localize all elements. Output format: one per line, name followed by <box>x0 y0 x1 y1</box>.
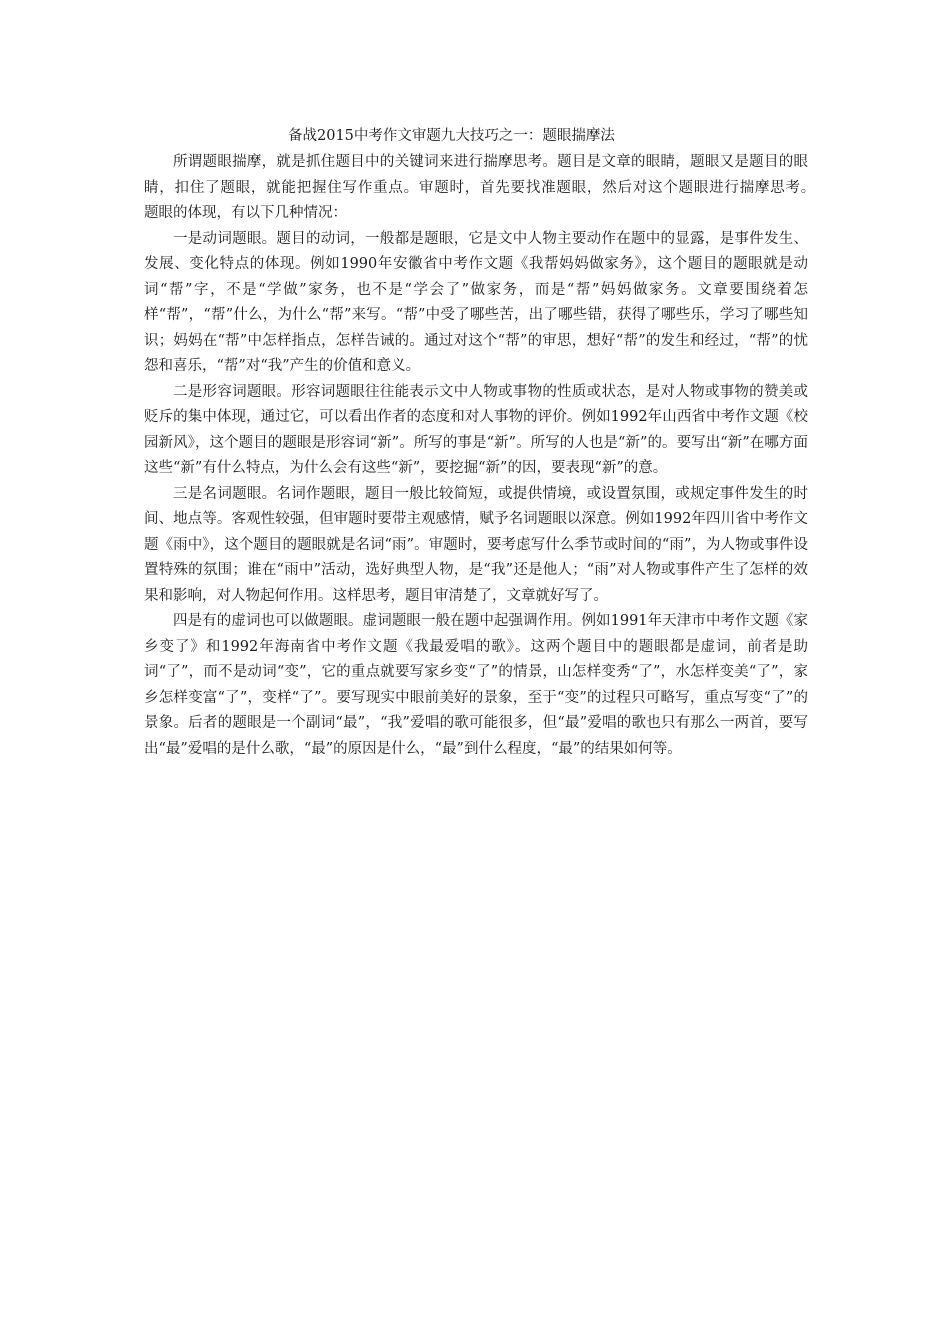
paragraph-adjective-keyword: 二是形容词题眼。形容词题眼往往能表示文中人物或事物的性质或状态，是对人物或事物的赞美或贬斥的集中体现，通过它，可以看出作者的态度和对人事物的评价。例如1992年山西省中考作文题《校园新风》，这个题目的题眼是形容词“新”。所写的事是“新”。所写的人也是“新”的。要写出“新”在哪方面这些“新”有什么特点，为什么会有这些“新”，要挖掘“新”的因，要表现“新”的意。 <box>144 383 808 476</box>
document-body <box>144 124 837 762</box>
paragraph-function-word-keyword: 四是有的虚词也可以做题眼。虚词题眼一般在题中起强调作用。例如1991年天津市中考作文题《家乡变了》和1992年海南省中考作文题《我最爱唱的歌》。这两个题目中的题眼都是虚词，前者是助词“了”，而不是动词“变”，它的重点就要写家乡变“了”的情景，山怎样变秀“了”，水怎样变美“了”，家乡怎样变富“了”，变样“了”。要写现实中眼前美好的景象，至于“变”的过程只可略写，重点写变“了”的景象。后者的题眼是一个副词“最”，“我”爱唱的歌可能很多，但“最”爱唱的歌也只有那么一两首，要写出“最”爱唱的是什么歌，“最”的原因是什么，“最”到什么程度，“最”的结果如何等。 <box>144 613 808 757</box>
paragraph-intro: 所谓题眼揣摩，就是抓住题目中的关键词来进行揣摩思考。题目是文章的眼睛，题眼又是题目的眼睛，扣住了题眼，就能把握住写作重点。审题时，首先要找准题眼，然后对这个题眼进行揣摩思考。 题眼的体现，有以下几种情况： <box>144 154 837 221</box>
paragraph-verb-keyword: 一是动词题眼。题目的动词，一般都是题眼，它是文中人物主要动作在题中的显露，是事件发生、发展、变化特点的体现。例如1990年安徽省中考作文题《我帮妈妈做家务》，这个题目的题眼就是动词“帮”字，不是“学做”家务，也不是“学会了”做家务，而是“帮”妈妈做家务。文章要围绕着怎样“帮”，“帮”什么，为什么“帮”来写。“帮”中受了哪些苦，出了哪些错，获得了哪些乐，学习了哪些知识；妈妈在“帮”中怎样指点，怎样告诫的。通过对这个“帮”的审思，想好“帮”的发生和经过，“帮”的忧怨和喜乐，“帮”对“我”产生的价值和意义。 <box>144 230 808 374</box>
document-title: 备战2015中考作文审题九大技巧之一：题眼揣摩法 <box>288 128 615 144</box>
paragraph-noun-keyword: 三是名词题眼。名词作题眼，题目一般比较简短，或提供情境，或设置氛围，或规定事件发生的时间、地点等。客观性较强，但审题时要带主观感情，赋予名词题眼以深意。例如1992年四川省中考作文题《雨中》，这个题目的题眼就是名词“雨”。审题时，要考虑写什么季节或时间的“雨”，为人物或事件设置特殊的氛围；谁在“雨中”活动，选好典型人物，是“我”还是他人；“雨”对人物或事件产生了怎样的效果和影响，对人物起何作用。这样思考，题目审清楚了，文章就好写了。 <box>144 485 808 604</box>
